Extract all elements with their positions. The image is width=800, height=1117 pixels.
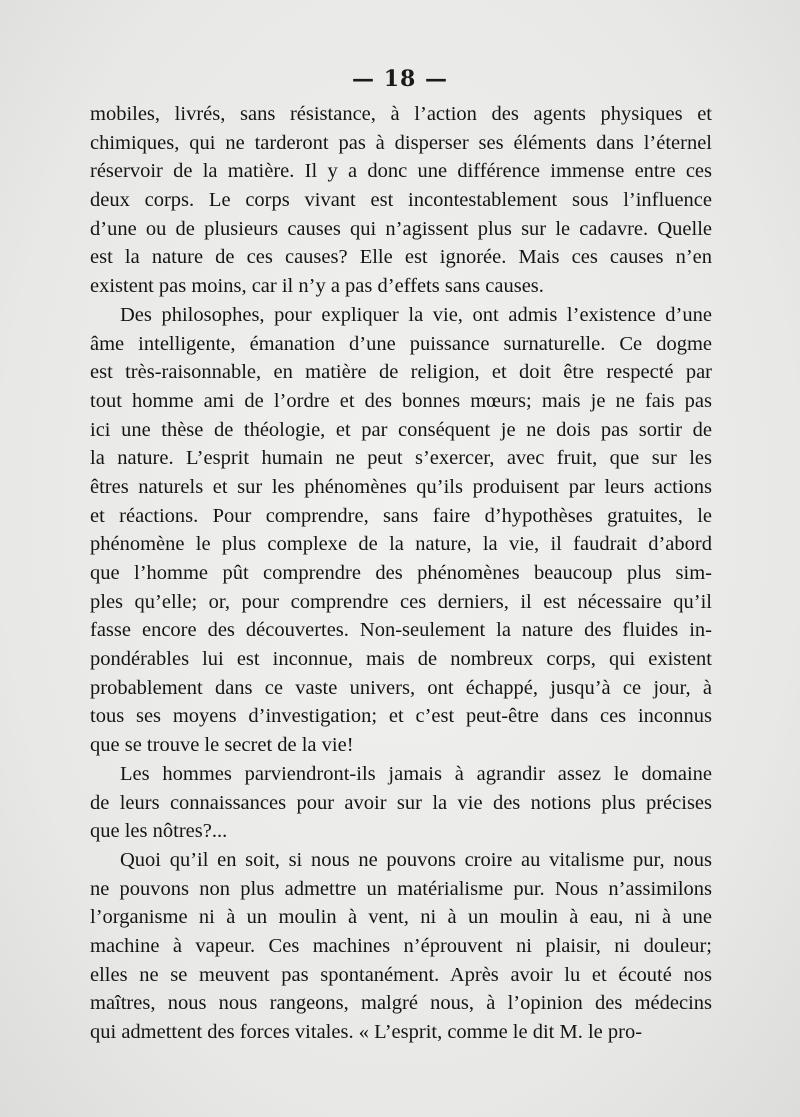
text-line: maîtres, nous nous rangeons, malgré nous, à l’opinion des médecins <box>90 992 712 1015</box>
text-line: est la nature de ces causes? Elle est ignorée. Mais ces causes n’en <box>90 246 712 269</box>
text-line: êtres naturels et sur les phénomènes qu’ils produisent par leurs actions <box>90 475 712 498</box>
text-line: fasse encore des découvertes. Non-seulement la nature des fluides in- <box>90 619 712 642</box>
text-line: que se trouve le secret de la vie! <box>90 734 354 757</box>
text-line: est très-raisonnable, en matière de religion, et doit être respecté par <box>90 361 712 384</box>
text-line: Les hommes parviendront-ils jamais à agrandir assez le domaine <box>120 762 712 785</box>
text-line: existent pas moins, car il n’y a pas d’effets sans causes. <box>90 275 544 298</box>
text-line: l’organisme ni à un moulin à vent, ni à un moulin à eau, ni à une <box>90 906 712 929</box>
text-line: que les nôtres?... <box>90 820 228 843</box>
text-line: qui admettent des forces vitales. « L’esprit, comme le dit M. le pro- <box>90 1021 643 1043</box>
paragraph <box>90 301 712 760</box>
text-line: que l’homme pût comprendre des phénomènes beaucoup plus sim- <box>90 562 712 584</box>
text-line: ples qu’elle; or, pour comprendre ces derniers, il est nécessaire qu’il <box>90 590 712 613</box>
text-line: phénomène le plus complexe de la nature, la vie, il faudrait d’abord <box>90 533 712 556</box>
text-line: chimiques, qui ne tarderont pas à disperser ses éléments dans l’éternel <box>90 131 712 154</box>
text-line: la nature. L’esprit humain ne peut s’exercer, avec fruit, que sur les <box>90 447 712 470</box>
paragraph <box>90 846 712 1047</box>
text-line: réservoir de la matière. Il y a donc une différence immense entre ces <box>90 160 712 183</box>
text-line: ne pouvons non plus admettre un matérialisme pur. Nous n’assimilons <box>90 877 712 900</box>
text-line: de leurs connaissances pour avoir sur la vie des notions plus précises <box>90 791 712 814</box>
text-line: elles ne se meuvent pas spontanément. Après avoir lu et écouté nos <box>90 963 712 986</box>
text-line: âme intelligente, émanation d’une puissance surnaturelle. Ce dogme <box>90 332 712 355</box>
text-line: deux corps. Le corps vivant est incontestablement sous l’influence <box>90 189 712 212</box>
paragraph <box>90 760 712 846</box>
text-line: Des philosophes, pour expliquer la vie, ont admis l’existence d’une <box>120 303 712 326</box>
text-line: et réactions. Pour comprendre, sans faire d’hypothèses gratuites, le <box>90 504 712 527</box>
text-line: tout homme ami de l’ordre et des bonnes mœurs; mais je ne fais pas <box>90 389 712 412</box>
text-line: pondérables lui est inconnue, mais de nombreux corps, qui existent <box>90 648 712 671</box>
text-line: probablement dans ce vaste univers, ont échappé, jusqu’à ce jour, à <box>90 676 712 699</box>
body-text <box>90 100 712 1047</box>
paragraph <box>90 100 712 301</box>
text-line: tous ses moyens d’investigation; et c’est peut-être dans ces inconnus <box>90 705 712 728</box>
text-line: mobiles, livrés, sans résistance, à l’action des agents physiques et <box>90 103 712 125</box>
text-line: ici une thèse de théologie, et par conséquent je ne dois pas sortir de <box>90 418 712 441</box>
page-number: — 18 — <box>352 66 448 92</box>
text-line: d’une ou de plusieurs causes qui n’agissent plus sur le cadavre. Quelle <box>90 217 712 240</box>
text-line: machine à vapeur. Ces machines n’éprouvent ni plaisir, ni douleur; <box>90 934 712 957</box>
text-line: Quoi qu’il en soit, si nous ne pouvons croire au vitalisme pur, nous <box>120 848 712 871</box>
